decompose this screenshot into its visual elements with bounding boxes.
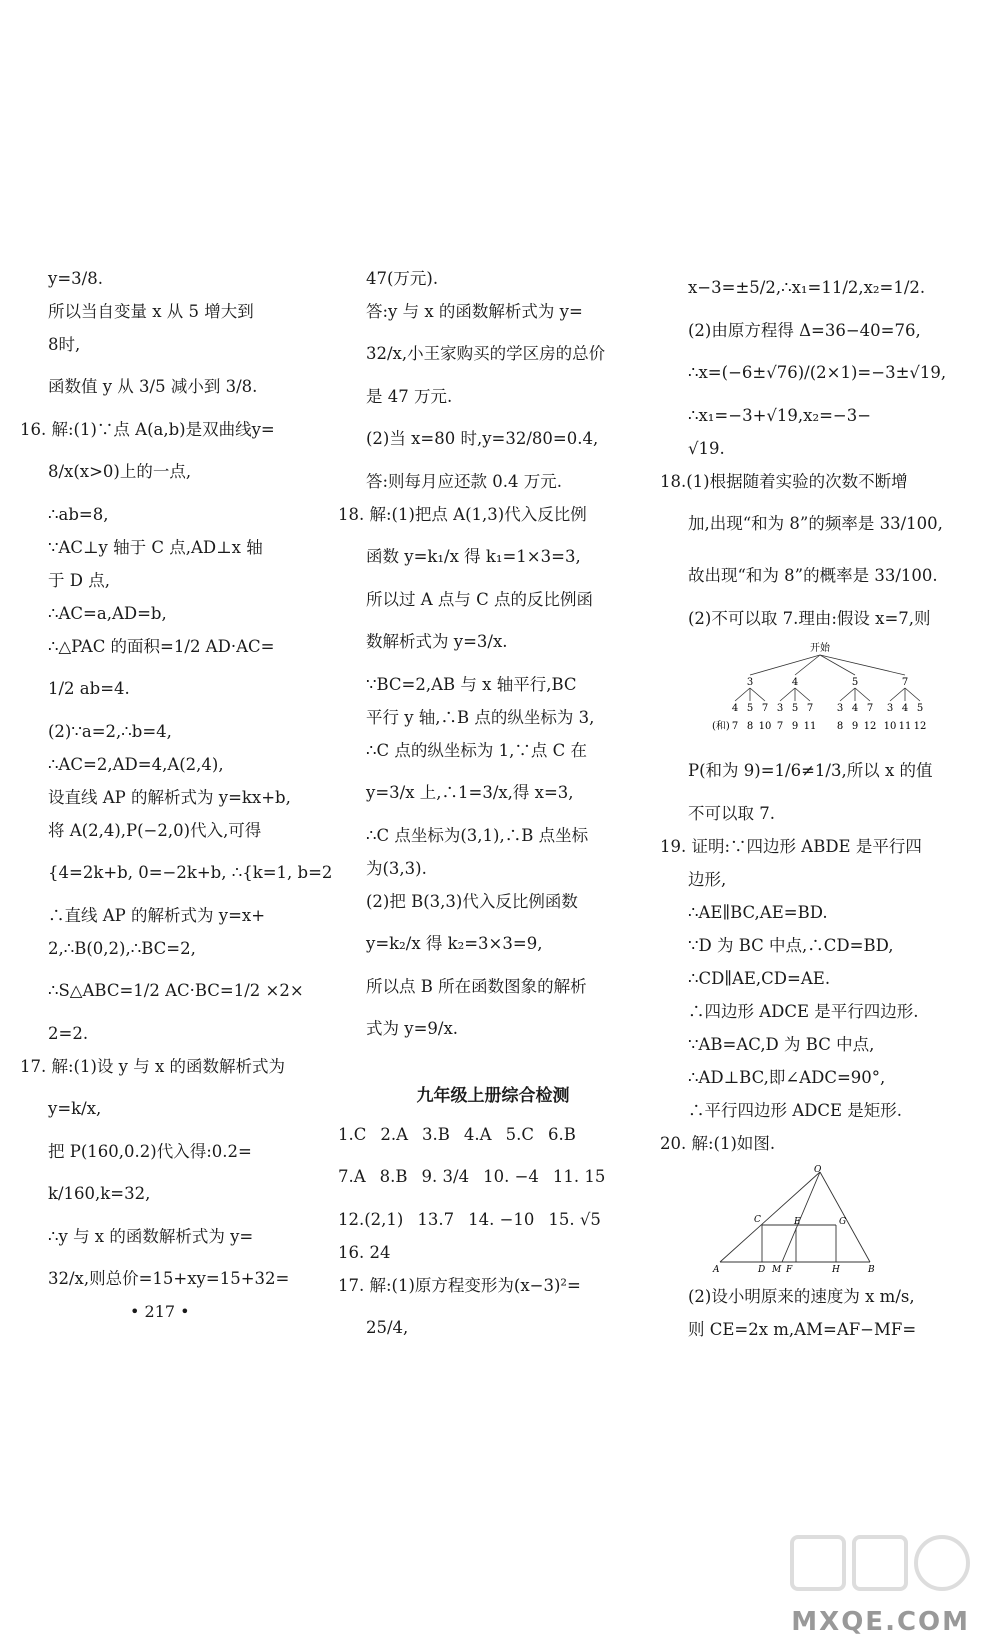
- tree-node-l2: 7: [761, 703, 769, 714]
- tree-sum: 8: [746, 721, 754, 732]
- text-line: (2)当 x=80 时,y=32/80=0.4,: [366, 429, 599, 448]
- answer-item: 12.(2,1): [338, 1210, 404, 1229]
- tree-node-l2: 7: [866, 703, 874, 714]
- text-line: (2)∵a=2,∴b=4,: [48, 722, 172, 741]
- tree-node-l1: 3: [746, 677, 754, 688]
- text-line: 8时,: [48, 335, 81, 354]
- tree-sum: 12: [863, 721, 877, 732]
- q20-heading: 20. 解:(1)如图.: [660, 1134, 776, 1153]
- tree-sum: 12: [913, 721, 927, 732]
- text-line: P(和为 9)=1/6≠1/3,所以 x 的值: [688, 761, 933, 780]
- text-line: √19.: [688, 439, 725, 458]
- text-line: ∴△PAC 的面积=1/2 AD·AC=: [48, 637, 275, 656]
- geo-label: F: [786, 1265, 793, 1274]
- text-line: 函数值 y 从 3/5 减小到 3/8.: [48, 377, 258, 396]
- q16-heading: 16. 解:(1)∵点 A(a,b)是双曲线y=: [20, 420, 275, 439]
- tree-node-l2: 3: [886, 703, 894, 714]
- text-line: y=3/8.: [48, 269, 103, 288]
- answer-item: 15. √5: [548, 1210, 601, 1229]
- text-line: ∴AE∥BC,AE=BD.: [688, 903, 828, 922]
- answer-item: 11. 15: [552, 1167, 606, 1186]
- text-line: 所以点 B 所在函数图象的解析: [366, 977, 587, 996]
- text-line: ∵BC=2,AB 与 x 轴平行,BC: [366, 675, 577, 694]
- geo-label: A: [713, 1265, 720, 1274]
- text-line: ∴y 与 x 的函数解析式为 y=: [48, 1227, 254, 1246]
- text-line: ∵AC⊥y 轴于 C 点,AD⊥x 轴: [48, 538, 263, 557]
- text-line: 1/2 ab=4.: [48, 679, 130, 698]
- text-line: 于 D 点,: [48, 571, 110, 590]
- text-line: ∴x=(−6±√76)/(2×1)=−3±√19,: [688, 363, 947, 382]
- text-line: 8/x(x>0)上的一点,: [48, 462, 192, 481]
- tree-edge: [820, 655, 855, 675]
- text-line: ∵AB=AC,D 为 BC 中点,: [688, 1035, 875, 1054]
- answer-item: 3.B: [422, 1125, 450, 1144]
- q17-heading: 17. 解:(1)设 y 与 x 的函数解析式为: [20, 1057, 286, 1076]
- geo-label: C: [754, 1215, 761, 1225]
- text-line: ∴直线 AP 的解析式为 y=x+: [48, 906, 266, 925]
- q18-heading: 18.(1)根据随着实验的次数不断增: [660, 472, 908, 491]
- geo-label: D: [758, 1265, 766, 1274]
- answers-row-4: [338, 1236, 648, 1269]
- tree-sum: 8: [836, 721, 844, 732]
- text-line: k/160,k=32,: [48, 1184, 151, 1203]
- tree-sum: 7: [731, 721, 739, 732]
- tree-sum: 10: [758, 721, 772, 732]
- text-line: (2)不可以取 7.理由:假设 x=7,则: [688, 609, 931, 628]
- tree-edge: [750, 655, 820, 675]
- tree-diagram: [710, 639, 930, 739]
- text-line: ∴CD∥AE,CD=AE.: [688, 969, 831, 988]
- text-line: 数解析式为 y=3/x.: [366, 632, 508, 651]
- tree-node-l1: 7: [901, 677, 909, 688]
- text-line: 式为 y=9/x.: [366, 1019, 458, 1038]
- tree-node-l1: 4: [791, 677, 799, 688]
- equation-system: {4=2k+b, 0=−2k+b, ∴{k=1, b=2: [48, 863, 333, 882]
- answer-item: 1.C: [338, 1125, 367, 1144]
- text-line: 2,∴B(0,2),∴BC=2,: [48, 939, 196, 958]
- tree-edge: [905, 688, 920, 701]
- tree-node-l2: 5: [746, 703, 754, 714]
- tree-sum: 9: [851, 721, 859, 732]
- text-line: ∴x₁=−3+√19,x₂=−3−: [688, 406, 872, 425]
- tree-edge: [750, 688, 765, 701]
- tree-edge: [735, 688, 750, 701]
- text-line: ∴AC=2,AD=4,A(2,4),: [48, 755, 224, 774]
- text-line: ∴平行四边形 ADCE 是矩形.: [688, 1101, 903, 1120]
- text-line: 答:则每月应还款 0.4 万元.: [366, 472, 563, 491]
- answers-row-3: [338, 1203, 648, 1236]
- answer-item: 7.A: [338, 1167, 366, 1186]
- text-line: ∴四边形 ADCE 是平行四边形.: [688, 1002, 919, 1021]
- text-line: 所以过 A 点与 C 点的反比例函: [366, 590, 594, 609]
- tree-edge: [780, 688, 795, 701]
- tree-sum-label: (和): [712, 721, 730, 732]
- text-line: 边形,: [688, 870, 727, 889]
- watermark-text: MXQE.COM: [791, 1607, 970, 1637]
- text-line: y=k/x,: [48, 1099, 102, 1118]
- tree-sum: 10: [883, 721, 897, 732]
- answers-row-2: [338, 1151, 648, 1203]
- answer-item: 16. 24: [338, 1243, 391, 1262]
- tree-edge: [855, 688, 870, 701]
- q19-heading: 19. 证明:∵四边形 ABDE 是平行四: [660, 837, 922, 856]
- tree-edge: [890, 688, 905, 701]
- answer-item: 9. 3/4: [421, 1167, 470, 1186]
- geo-label: O: [814, 1165, 822, 1175]
- answer-item: 14. −10: [468, 1210, 535, 1229]
- column-1: [20, 262, 333, 1305]
- text-line: (2)由原方程得 Δ=36−40=76,: [688, 321, 921, 340]
- text-line: y=k₂/x 得 k₂=3×3=9,: [366, 934, 543, 953]
- text-line: y=3/x 上,∴1=3/x,得 x=3,: [366, 783, 574, 802]
- tree-sum: 7: [776, 721, 784, 732]
- text-line: 是 47 万元.: [366, 387, 453, 406]
- text-line: 为(3,3).: [366, 859, 427, 878]
- answer-item: 6.B: [547, 1125, 576, 1144]
- answer-item: 8.B: [379, 1167, 408, 1186]
- tree-edge: [795, 655, 820, 675]
- text-line: ∴AD⊥BC,即∠ADC=90°,: [688, 1068, 886, 1087]
- tree-node-l1: 5: [851, 677, 859, 688]
- answers-row-1: [338, 1118, 648, 1151]
- column-3: [660, 262, 990, 1346]
- tree-node-l2: 5: [916, 703, 924, 714]
- text-line: 故出现“和为 8”的概率是 33/100.: [688, 566, 938, 585]
- tree-root-label: 开始: [810, 643, 830, 654]
- q18-heading: 18. 解:(1)把点 A(1,3)代入反比例: [338, 505, 587, 524]
- text-line: 则 CE=2x m,AM=AF−MF=: [688, 1320, 917, 1339]
- text-line: ∴AC=a,AD=b,: [48, 604, 167, 623]
- tree-node-l2: 3: [836, 703, 844, 714]
- text-line: 函数 y=k₁/x 得 k₁=1×3=3,: [366, 547, 581, 566]
- tree-sum: 9: [791, 721, 799, 732]
- tree-sum: 11: [898, 721, 912, 732]
- column-2: [338, 262, 648, 1354]
- text-line: 答:y 与 x 的函数解析式为 y=: [366, 302, 583, 321]
- tree-edge: [820, 655, 905, 675]
- text-line: ∴S△ABC=1/2 AC·BC=1/2 ×2×: [48, 981, 304, 1000]
- answer-item: 13.7: [417, 1210, 455, 1229]
- text-line: 设直线 AP 的解析式为 y=kx+b,: [48, 788, 291, 807]
- geometry-figure: [710, 1164, 880, 1274]
- text-line: x−3=±5/2,∴x₁=11/2,x₂=1/2.: [688, 278, 926, 297]
- text-line: ∴C 点的纵坐标为 1,∵点 C 在: [366, 741, 587, 760]
- text-line: ∴ab=8,: [48, 505, 109, 524]
- tree-node-l2: 3: [776, 703, 784, 714]
- geo-label: B: [868, 1265, 875, 1274]
- text-line: 把 P(160,0.2)代入得:0.2=: [48, 1142, 252, 1161]
- tree-node-l2: 4: [901, 703, 909, 714]
- answer-item: 2.A: [380, 1125, 409, 1144]
- text-line: 32/x,则总价=15+xy=15+32=: [48, 1269, 290, 1288]
- tree-node-l2: 4: [851, 703, 859, 714]
- tree-node-l2: 7: [806, 703, 814, 714]
- geo-label: G: [839, 1217, 847, 1227]
- answer-item: 10. −4: [483, 1167, 539, 1186]
- tree-node-l2: 4: [731, 703, 739, 714]
- geo-label: H: [832, 1265, 840, 1274]
- tree-edge: [795, 688, 810, 701]
- text-line: 所以当自变量 x 从 5 增大到: [48, 302, 254, 321]
- section-title: 九年级上册综合检测: [416, 1086, 570, 1106]
- text-line: 加,出现“和为 8”的频率是 33/100,: [688, 514, 943, 533]
- text-line: 47(万元).: [366, 269, 439, 288]
- geo-label: M: [772, 1265, 782, 1274]
- text-line: ∵D 为 BC 中点,∴CD=BD,: [688, 936, 894, 955]
- text-line: ∴C 点坐标为(3,1),∴B 点坐标: [366, 826, 589, 845]
- text-line: 32/x,小王家购买的学区房的总价: [366, 344, 606, 363]
- answer-item: 5.C: [505, 1125, 534, 1144]
- page-number: • 217 •: [130, 1302, 190, 1321]
- text-line: 25/4,: [366, 1318, 409, 1337]
- text-line: (2)设小明原来的速度为 x m/s,: [688, 1287, 915, 1306]
- geo-label: E: [794, 1217, 801, 1227]
- text-line: (2)把 B(3,3)代入反比例函数: [366, 892, 578, 911]
- answer-item: 4.A: [463, 1125, 492, 1144]
- text-line: 2=2.: [48, 1024, 89, 1043]
- q17-heading: 17. 解:(1)原方程变形为(x−3)²=: [338, 1276, 581, 1295]
- text-line: 将 A(2,4),P(−2,0)代入,可得: [48, 821, 262, 840]
- tree-sum: 11: [803, 721, 817, 732]
- text-line: 平行 y 轴,∴B 点的纵坐标为 3,: [366, 708, 595, 727]
- tree-edge: [840, 688, 855, 701]
- tree-node-l2: 5: [791, 703, 799, 714]
- text-line: 不可以取 7.: [688, 804, 775, 823]
